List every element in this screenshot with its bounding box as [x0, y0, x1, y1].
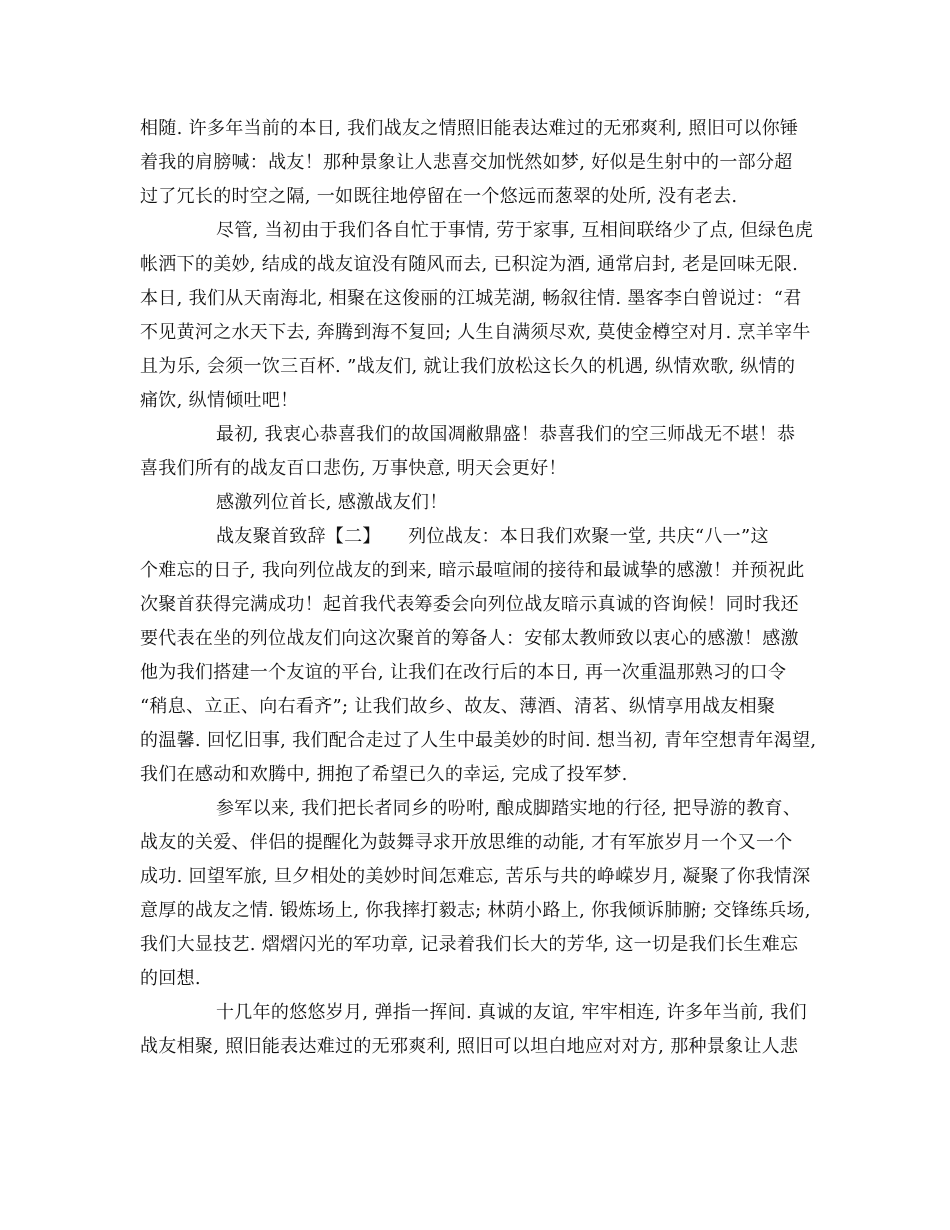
- text-line: 不见黄河之水天下去, 奔腾到海不复回; 人生自满须尽欢, 莫使金樽空对月. 烹羊宰牛: [140, 322, 811, 343]
- text-line: 我们在感动和欢腾中, 拥抱了希望已久的幸运, 完成了投军梦.: [140, 764, 628, 785]
- text-line: 战友相聚, 照旧能表达难过的无邪爽利, 照旧可以坦白地应对对方, 那种景象让人悲: [140, 1036, 799, 1057]
- text-line: 战友的关爱、伴侣的提醒化为鼓舞寻求开放思维的动能, 才有军旅岁月一个又一个: [140, 832, 793, 853]
- text-line: 次聚首获得完满成功！起首我代表筹委会向列位战友暗示真诚的咨询候！同时我还: [140, 594, 799, 615]
- text-line: 个难忘的日子, 我向列位战友的到来, 暗示最喧闹的接待和最诚挚的感激！并预祝此: [140, 560, 805, 581]
- text-line: 的回想.: [140, 968, 201, 989]
- text-line: 相随. 许多年当前的本日, 我们战友之情照旧能表达难过的无邪爽利, 照旧可以你锤: [140, 118, 799, 139]
- text-line: 且为乐, 会须一饮三百杯. ”战友们, 就让我们放松这长久的机遇, 纵情欢歌, 纵情的: [140, 356, 796, 377]
- text-line: 的温馨. 回忆旧事, 我们配合走过了人生中最美妙的时间. 想当初, 青年空想青年渴望,: [140, 730, 817, 751]
- paragraph-start-line: 尽管, 当初由于我们各自忙于事情, 劳于家事, 互相间联络少了点, 但绿色虎: [216, 220, 814, 241]
- paragraph-start-line: 十几年的悠悠岁月, 弹指一挥间. 真诚的友谊, 牢牢相连, 许多年当前, 我们: [216, 1002, 807, 1023]
- paragraph-start-line: 最初, 我衷心恭喜我们的故国凋敝鼎盛！恭喜我们的空三师战无不堪！恭: [216, 424, 796, 445]
- text-line: 我们大显技艺. 熠熠闪光的军功章, 记录着我们长大的芳华, 这一切是我们长生难忘: [140, 934, 799, 955]
- paragraph-start-line: 参军以来, 我们把长者同乡的吩咐, 酿成脚踏实地的行径, 把导游的教育、: [216, 798, 802, 819]
- text-line: 过了冗长的时空之隔, 一如既往地停留在一个悠远而葱翠的处所, 没有老去.: [140, 186, 738, 207]
- section-heading-line: 战友聚首致辞【二】 列位战友：本日我们欢聚一堂, 共庆“八一”这: [216, 526, 769, 547]
- document-body: [140, 112, 820, 1064]
- text-line: “稍息、立正、向右看齐”; 让我们故乡、故友、薄酒、清茗、纵情享用战友相聚: [140, 696, 776, 717]
- text-line: 本日, 我们从天南海北, 相聚在这俊丽的江城芜湖, 畅叙往情. 墨客李白曾说过：“君: [140, 288, 802, 309]
- text-line: 意厚的战友之情. 锻炼场上, 你我摔打毅志; 林荫小路上, 你我倾诉肺腑; 交锋练兵场,: [140, 900, 811, 921]
- text-line: 帐洒下的美妙, 结成的战友谊没有随风而去, 已积淀为酒, 通常启封, 老是回味无限.: [140, 254, 799, 275]
- text-line: 他为我们搭建一个友谊的平台, 让我们在改行后的本日, 再一次重温那熟习的口令: [140, 662, 787, 683]
- paragraph-start-line: 感激列位首长, 感激战友们！: [216, 492, 448, 513]
- text-line: 要代表在坐的列位战友们向这次聚首的筹备人：安郁太教师致以衷心的感激！感激: [140, 628, 799, 649]
- text-line: 痛饮, 纵情倾吐吧！: [140, 390, 299, 411]
- text-line: 着我的肩膀喊：战友！那种景象让人悲喜交加恍然如梦, 好似是生射中的一部分超: [140, 152, 793, 173]
- text-line: 喜我们所有的战友百口悲伤, 万事快意, 明天会更好！: [140, 458, 567, 479]
- text-line: 成功. 回望军旅, 旦夕相处的美妙时间怎难忘, 苦乐与共的峥嵘岁月, 凝聚了你我情深: [140, 866, 811, 887]
